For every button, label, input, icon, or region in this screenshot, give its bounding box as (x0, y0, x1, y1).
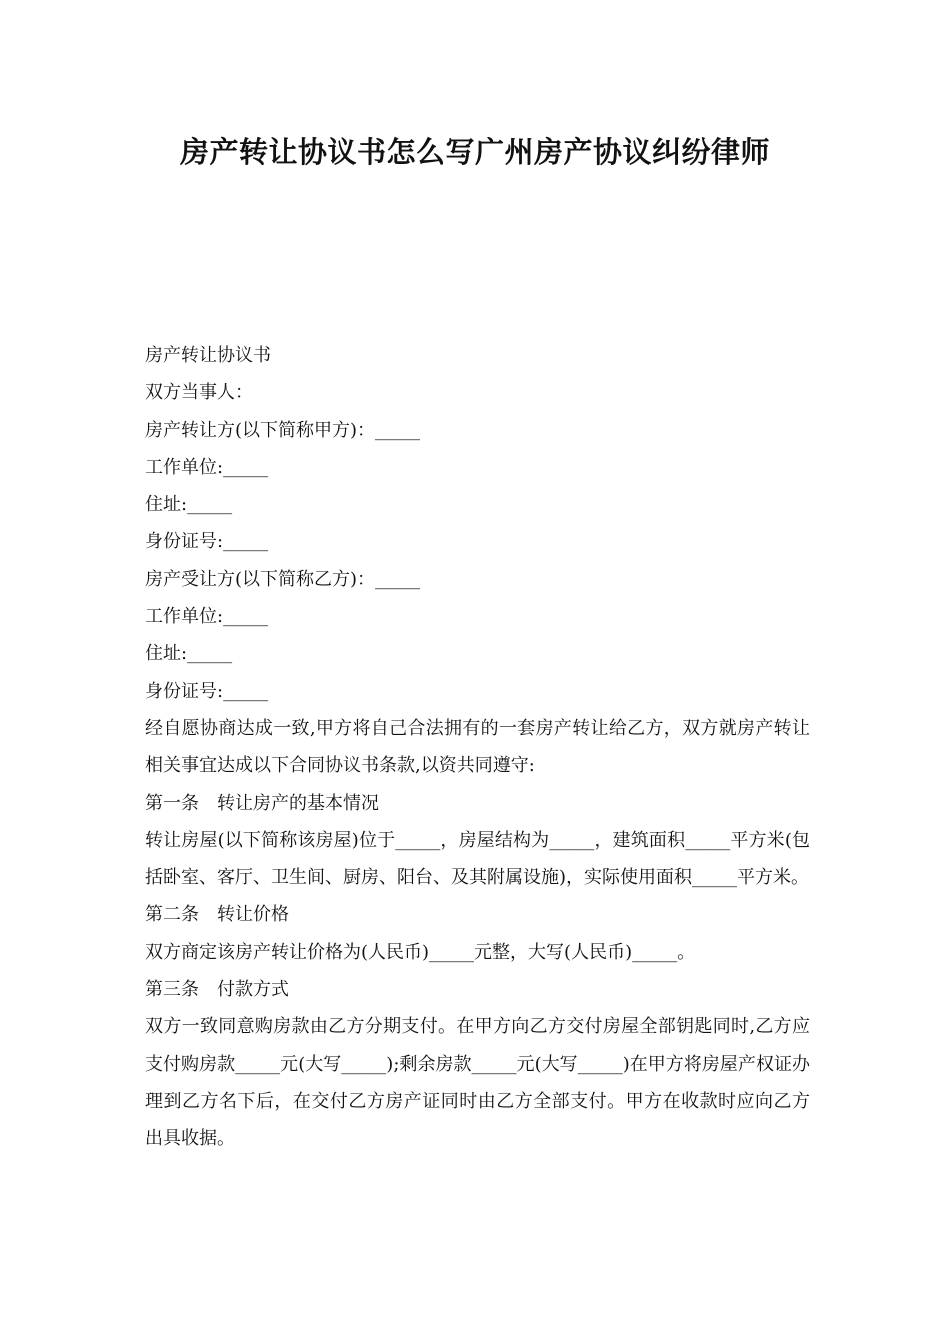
transferor-line: 房产转让方(以下简称甲方)：_____ (145, 419, 421, 441)
article-1-heading: 第一条 转让房产的基本情况 (145, 792, 379, 814)
article-3-heading: 第三条 付款方式 (145, 979, 289, 1001)
transferor-address: 住址:_____ (145, 494, 233, 516)
transferor-id-number: 身份证号:_____ (145, 531, 269, 553)
transferee-id-number: 身份证号:_____ (145, 680, 269, 702)
transferee-address: 住址:_____ (145, 643, 233, 665)
article-2-heading: 第二条 转让价格 (145, 904, 289, 926)
agreement-heading: 房产转让协议书 (145, 345, 271, 366)
article-3-text: 双方一致同意购房款由乙方分期支付。在甲方向乙方交付房屋全部钥匙同时,乙方应支付购房款_____元(大写_____);剩余房款_____元(大写_____)在甲方将房屋产权证办理到乙方名下后，在交付乙方房产证同时由乙方全部支付。甲方在收款时应向乙方出具收据。 (145, 1016, 810, 1150)
transferee-workplace: 工作单位:_____ (145, 606, 269, 628)
intro-paragraph: 经自愿协商达成一致,甲方将自己合法拥有的一套房产转让给乙方，双方就房产转让相关事宜达成以下合同协议书条款,以资共同遵守: (145, 717, 810, 777)
document-body (145, 337, 810, 1158)
article-1-text: 转让房屋(以下简称该房屋)位于_____，房屋结构为_____，建筑面积_____平方米(包括卧室、客厅、卫生间、厨房、阳台、及其附属设施)，实际使用面积_____平方米。 (145, 829, 810, 889)
transferor-workplace: 工作单位:_____ (145, 456, 269, 478)
transferee-line: 房产受让方(以下简称乙方)：_____ (145, 568, 421, 590)
article-2-text: 双方商定该房产转让价格为(人民币)_____元整，大写(人民币)_____。 (145, 941, 696, 963)
document-title: 房产转让协议书怎么写广州房产协议纠纷律师 (179, 135, 770, 169)
parties-label: 双方当事人： (145, 382, 253, 404)
